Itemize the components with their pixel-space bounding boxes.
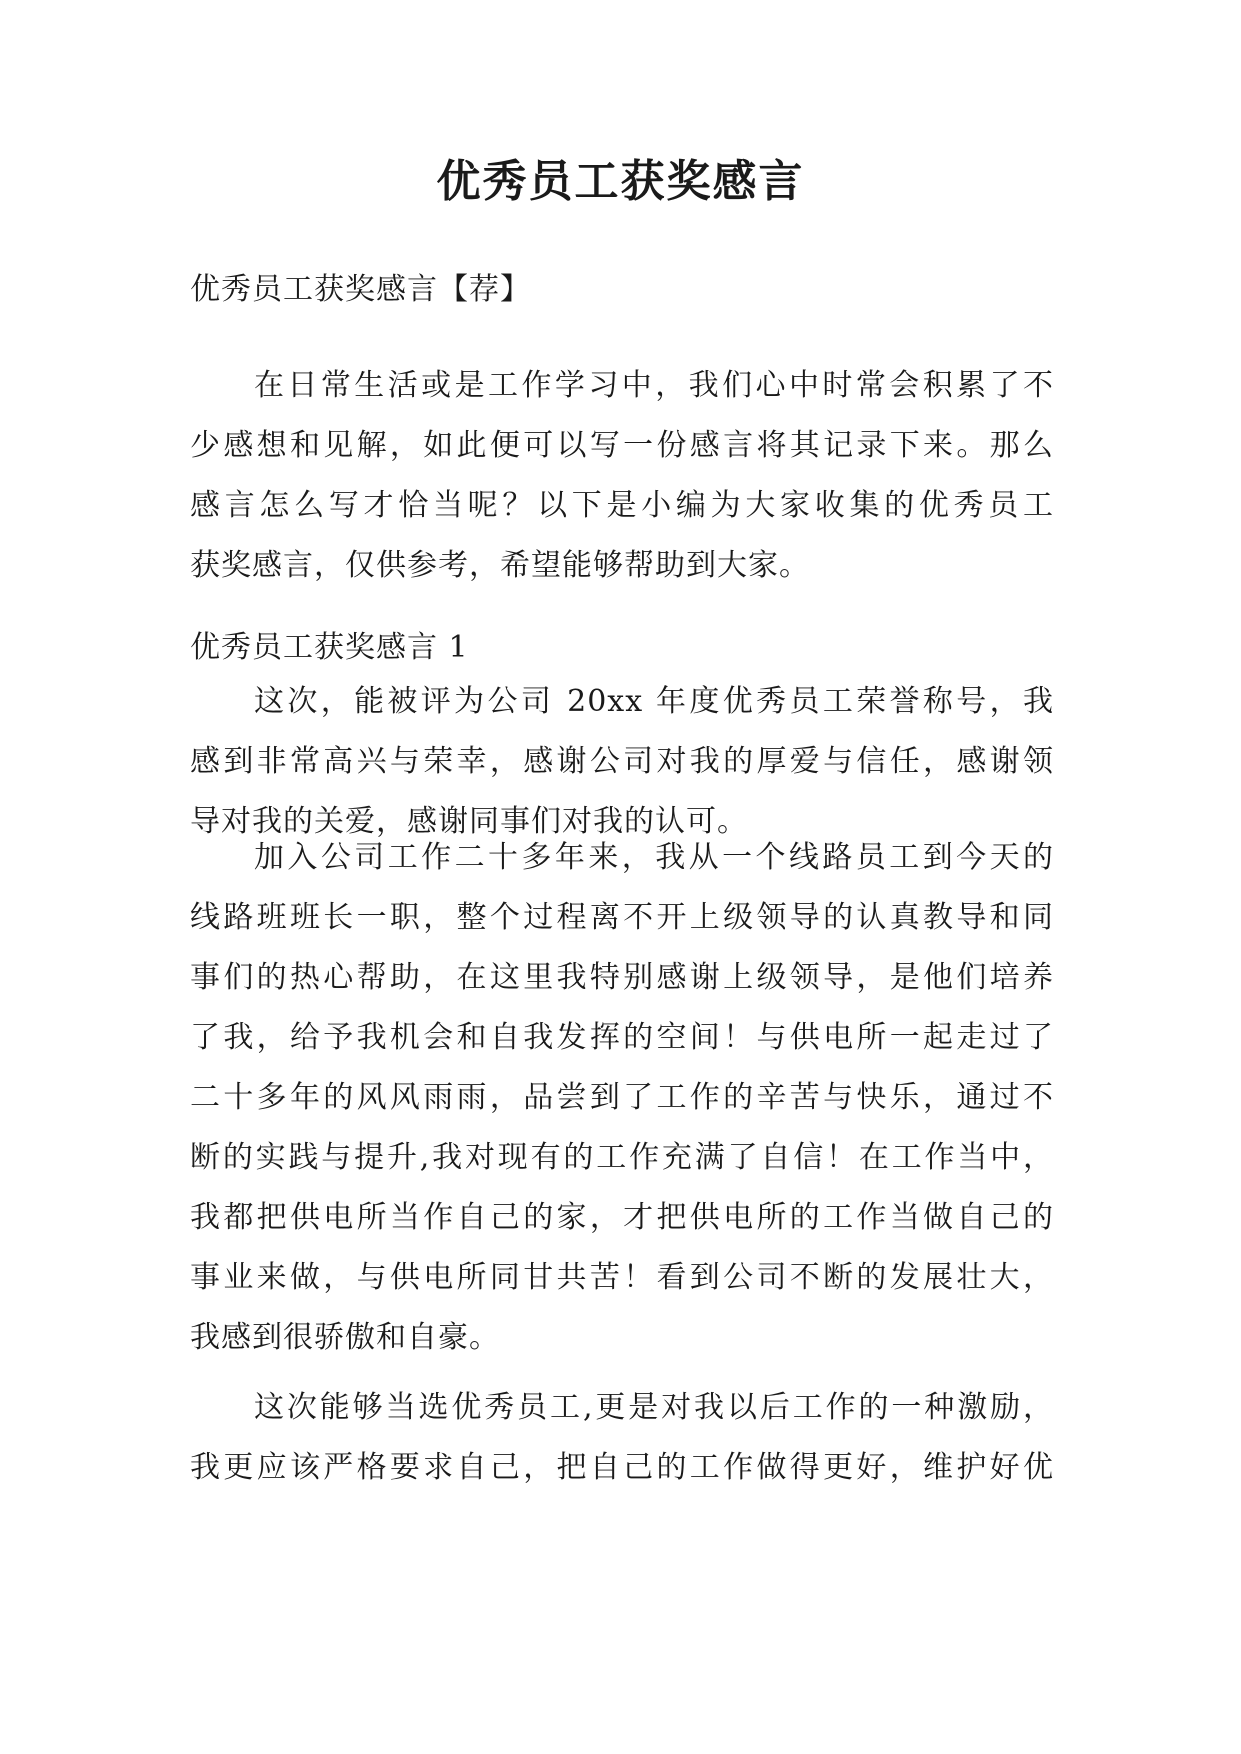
paragraph-2 <box>190 828 1054 1368</box>
paragraph-line: 我感到很骄傲和自豪。 <box>190 1320 500 1355</box>
paragraph-line: 感到非常高兴与荣幸，感谢公司对我的厚爱与信任，感谢领 <box>190 744 1054 779</box>
paragraph-line: 了我，给予我机会和自我发挥的空间！与供电所一起走过了 <box>190 1020 1054 1055</box>
paragraph-line: 导对我的关爱，感谢同事们对我的认可。 <box>190 804 748 839</box>
paragraph-line: 加入公司工作二十多年来，我从一个线路员工到今天的 <box>254 840 1054 875</box>
paragraph-line: 事们的热心帮助，在这里我特别感谢上级领导，是他们培养 <box>190 960 1054 995</box>
paragraph-3 <box>190 1378 1054 1498</box>
paragraph-line: 事业来做，与供电所同甘共苦！看到公司不断的发展壮大， <box>190 1260 1054 1295</box>
intro-line: 感言怎么写才恰当呢？以下是小编为大家收集的优秀员工 <box>190 488 1054 523</box>
intro-line: 在日常生活或是工作学习中，我们心中时常会积累了不 <box>254 368 1054 403</box>
paragraph-line: 我更应该严格要求自己，把自己的工作做得更好，维护好优 <box>190 1450 1054 1485</box>
intro-line: 获奖感言，仅供参考，希望能够帮助到大家。 <box>190 548 810 583</box>
paragraph-line: 这次，能被评为公司 20xx 年度优秀员工荣誉称号，我 <box>254 684 1054 719</box>
paragraph-line: 我都把供电所当作自己的家，才把供电所的工作当做自己的 <box>190 1200 1054 1235</box>
paragraph-line: 线路班班长一职，整个过程离不开上级领导的认真教导和同 <box>190 900 1054 935</box>
section-heading <box>190 618 1054 678</box>
document-title: 优秀员工获奖感言 <box>436 156 805 207</box>
paragraph-line: 这次能够当选优秀员工,更是对我以后工作的一种激励， <box>254 1390 1054 1425</box>
section-heading-text: 优秀员工获奖感言 1 <box>190 630 469 665</box>
paragraph-1 <box>190 672 1054 852</box>
document-subtitle: 优秀员工获奖感言【荐】 <box>190 272 531 307</box>
intro-paragraph <box>190 356 1054 596</box>
paragraph-line: 断的实践与提升,我对现有的工作充满了自信！在工作当中， <box>190 1140 1054 1175</box>
paragraph-line: 二十多年的风风雨雨，品尝到了工作的辛苦与快乐，通过不 <box>190 1080 1054 1115</box>
intro-line: 少感想和见解，如此便可以写一份感言将其记录下来。那么 <box>190 428 1054 463</box>
